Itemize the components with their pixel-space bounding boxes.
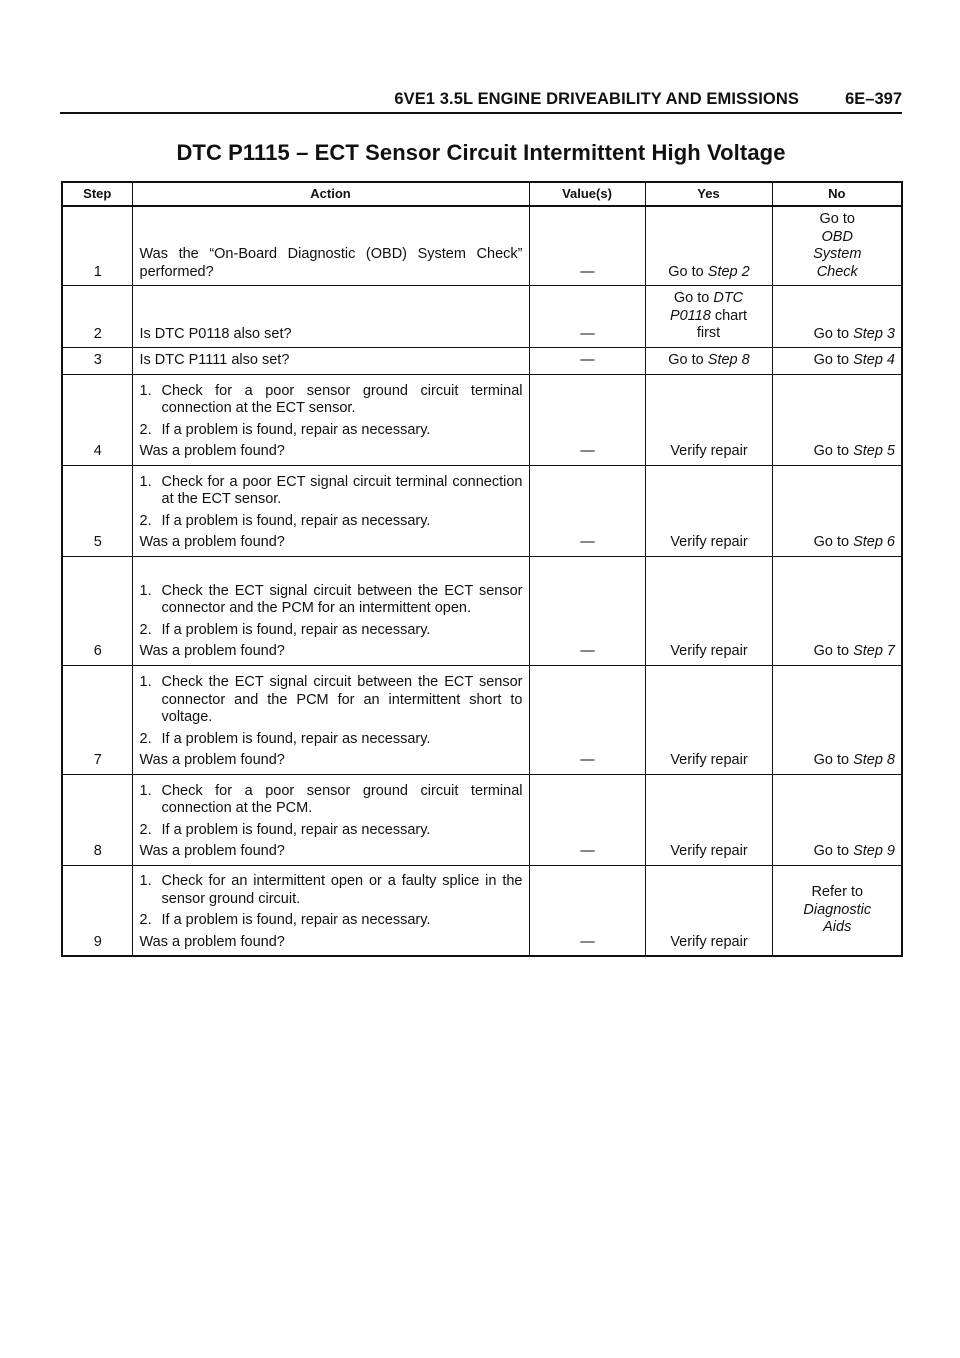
step-number: 3 <box>62 348 132 375</box>
step-number: 2 <box>62 286 132 348</box>
col-header-yes: Yes <box>645 182 772 206</box>
table-header-row <box>62 182 902 206</box>
no-cell: Go to Step 5 <box>772 374 902 465</box>
yes-cell: Verify repair <box>645 865 772 956</box>
yes-cell: Verify repair <box>645 374 772 465</box>
action-substep: 2. If a problem is found, repair as necessary. <box>139 621 431 638</box>
no-cell: Go to OBD System Check <box>772 206 902 286</box>
no-cell: Go to Step 9 <box>772 774 902 865</box>
value-cell: — <box>529 774 645 865</box>
action-cell <box>132 465 529 556</box>
action-cell <box>132 665 529 774</box>
yes-cell: Verify repair <box>645 665 772 774</box>
table-row <box>62 665 902 774</box>
step-ref: Step 7 <box>853 643 895 659</box>
table-row <box>62 348 902 375</box>
value-cell: — <box>529 556 645 665</box>
procedure-ref: OBD System Check <box>813 228 862 280</box>
step-number: 8 <box>62 774 132 865</box>
action-substep: 2. If a problem is found, repair as necessary. <box>139 730 431 747</box>
yes-cell: Verify repair <box>645 465 772 556</box>
yes-cell: Go to Step 8 <box>645 348 772 375</box>
table-row <box>62 465 902 556</box>
yes-cell: Verify repair <box>645 774 772 865</box>
action-substep: 1. Check for a poor ECT signal circuit terminal connection at the ECT sensor. <box>139 473 523 507</box>
action-question: Was a problem found? <box>139 843 285 859</box>
table-row <box>62 286 902 348</box>
value-cell: — <box>529 665 645 774</box>
step-ref: Step 8 <box>853 752 895 768</box>
col-header-values: Value(s) <box>529 182 645 206</box>
yes-cell: Verify repair <box>645 556 772 665</box>
value-cell: — <box>529 348 645 375</box>
action-question: Was a problem found? <box>139 752 285 768</box>
step-ref: Step 9 <box>853 843 895 859</box>
action-question: Was a problem found? <box>139 933 285 950</box>
yes-cell: Go to Step 2 <box>645 206 772 286</box>
no-cell: Go to Step 6 <box>772 465 902 556</box>
action-cell <box>132 774 529 865</box>
no-cell: Go to Step 7 <box>772 556 902 665</box>
col-header-action: Action <box>132 182 529 206</box>
step-number: 9 <box>62 865 132 956</box>
step-ref: Step 4 <box>853 352 895 368</box>
value-cell: — <box>529 374 645 465</box>
document-title: DTC P1115 – ECT Sensor Circuit Intermittent High Voltage <box>176 140 786 165</box>
action-substep: 1. Check for an intermittent open or a faulty splice in the sensor ground circuit. <box>139 873 523 907</box>
page-header <box>60 86 902 114</box>
diagnostic-table <box>61 181 903 957</box>
table-row <box>62 556 902 665</box>
col-header-step: Step <box>62 182 132 206</box>
action-cell <box>132 865 529 956</box>
value-cell: — <box>529 865 645 956</box>
table-row <box>62 374 902 465</box>
action-text: Was the “On-Board Diagnostic (OBD) System Check” performed? <box>132 206 529 286</box>
action-substep: 2. If a problem is found, repair as necessary. <box>139 421 431 438</box>
action-question: Was a problem found? <box>139 534 285 550</box>
step-number: 4 <box>62 374 132 465</box>
action-substep: 1. Check for a poor sensor ground circuit terminal connection at the PCM. <box>139 782 523 816</box>
step-number: 1 <box>62 206 132 286</box>
step-number: 6 <box>62 556 132 665</box>
step-ref: Step 5 <box>853 443 895 459</box>
table-row <box>62 774 902 865</box>
step-ref: Step 3 <box>853 325 895 342</box>
step-ref: Step 6 <box>853 534 895 550</box>
value-cell: — <box>529 286 645 348</box>
action-substep: 1. Check the ECT signal circuit between the ECT sensor connector and the PCM for an intermittent open. <box>139 582 523 616</box>
col-header-no: No <box>772 182 902 206</box>
step-ref: Step 2 <box>707 263 750 280</box>
page-number: 6E–397 <box>845 90 902 108</box>
action-substep: 1. Check the ECT signal circuit between the ECT sensor connector and the PCM for an intermittent short to voltage. <box>139 674 523 725</box>
yes-cell: Go to DTC P0118 chart first <box>645 286 772 348</box>
action-cell <box>132 374 529 465</box>
step-number: 5 <box>62 465 132 556</box>
no-cell: Go to Step 8 <box>772 665 902 774</box>
step-ref: Step 8 <box>707 352 750 368</box>
procedure-ref: Diagnostic Aids <box>803 901 872 935</box>
action-question: Was a problem found? <box>139 443 285 459</box>
table-row <box>62 206 902 286</box>
table-row <box>62 865 902 956</box>
step-number: 7 <box>62 665 132 774</box>
dtc-ref: DTC P0118 <box>669 290 744 324</box>
action-question: Was a problem found? <box>139 643 285 659</box>
action-cell <box>132 556 529 665</box>
action-substep: 2. If a problem is found, repair as necessary. <box>139 821 431 838</box>
action-text: Is DTC P0118 also set? <box>132 286 529 348</box>
no-cell: Go to Step 3 <box>772 286 902 348</box>
no-cell: Refer to Diagnostic Aids <box>772 865 902 956</box>
no-cell: Go to Step 4 <box>772 348 902 375</box>
action-text: Is DTC P1111 also set? <box>132 348 529 375</box>
action-substep: 2. If a problem is found, repair as necessary. <box>139 912 431 928</box>
value-cell: — <box>529 206 645 286</box>
action-substep: 2. If a problem is found, repair as necessary. <box>139 512 431 529</box>
value-cell: — <box>529 465 645 556</box>
action-substep: 1. Check for a poor sensor ground circuit terminal connection at the ECT sensor. <box>139 382 523 416</box>
section-title: 6VE1 3.5L ENGINE DRIVEABILITY AND EMISSIONS <box>394 90 799 108</box>
